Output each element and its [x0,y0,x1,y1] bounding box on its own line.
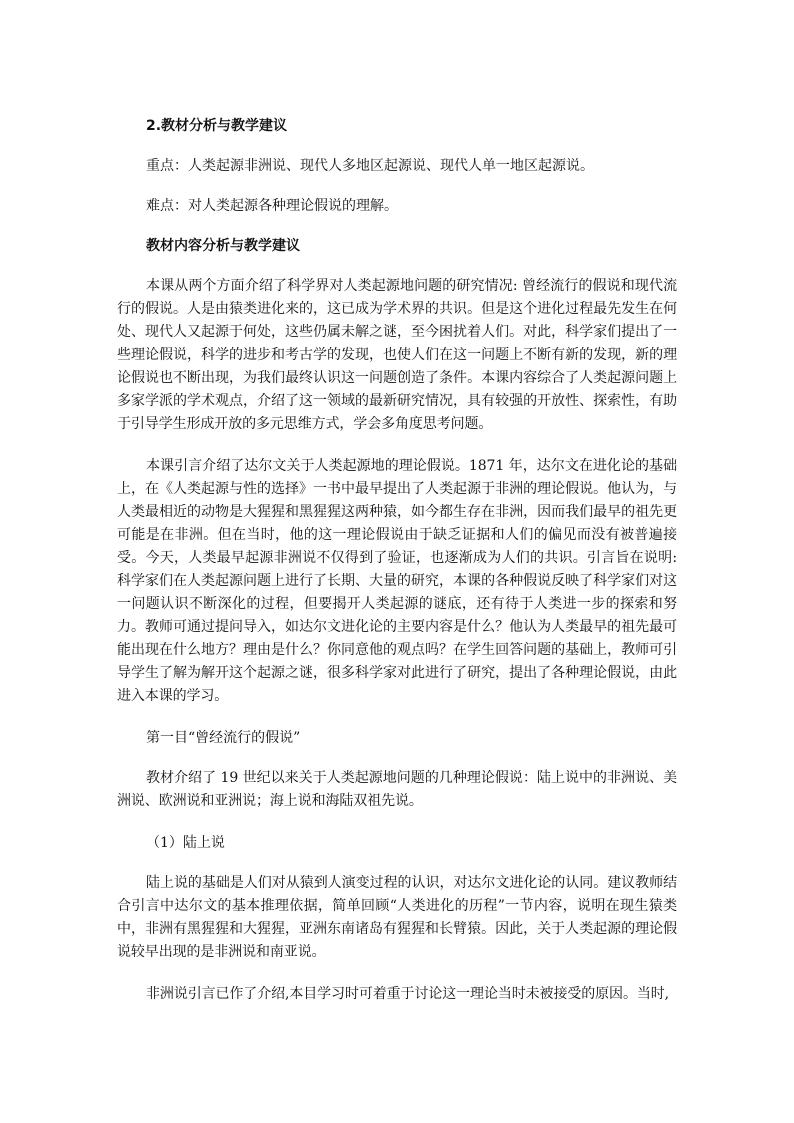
paragraph-africa-theory: 非洲说引言已作了介绍,本目学习时可着重于讨论这一理论当时未被接受的原因。当时, [146,986,669,1002]
subheading: 教材内容分析与教学建议 [146,238,300,254]
item-heading-1: 第一目“曾经流行的假说” [146,730,301,746]
focus-line: 重点：人类起源非洲说、现代人多地区起源说、现代人单一地区起源说。 [146,158,594,174]
difficulty-line: 难点：对人类起源各种理论假说的理解。 [146,198,398,214]
paragraph-darwin: 本课引言介绍了达尔文关于人类起源地的理论假说。1871 年，达尔文在进化论的基础上，在《人类起源与性的选择》一书中最早提出了人类起源于非洲的理论假说。他认为，与人类最相近的动物是大猩猩和黑猩猩这两种猿，如今都生存在非洲，因而我们最早的祖先更可能是在非洲。但在当时，他的这一理论假说由于缺乏证据和人们的偏见而没有被普遍接受。今天，人类最早起源非洲说不仅得到了验证，也逐渐成为人们的共识。引言旨在说明: 科学家们在人类起源问题上进行了长期、大量的研究，本课的各种假说反映了科学家们对这一问题认识不断深化的过程，但要揭开人类起源的谜底，还有待于人类进一步的探索和努力。教师可通过提问导入，如达尔文进化论的主要内容是什么？他认为人类最早的祖先最可能出现在什么地方？理由是什么？你同意他的观点吗？在学生回答问题的基础上，教师可引导学生了解为解开这个起源之谜，很多科学家对此进行了研究，提出了各种理论假说，由此进入本课的学习。 [117,458,677,704]
document-body [117,115,677,1025]
paragraph-hypotheses: 教材介绍了 19 世纪以来关于人类起源地问题的几种理论假说：陆上说中的非洲说、美洲说、欧洲说和亚洲说；海上说和海陆双祖先说。 [117,770,677,809]
paragraph-intro: 本课从两个方面介绍了科学界对人类起源地问题的研究情况: 曾经流行的假说和现代流行的假说。人是由猿类进化来的，这已成为学术界的共识。但是这个进化过程最先发生在何处、现代人又起源于何处，这些仍属未解之谜，至今困扰着人们。对此，科学家们提出了一些理论假说，科学的进步和考古学的发现，也使人们在这一问题上不断有新的发现，新的理论假说也不断出现，为我们最终认识这一问题创造了条件。本课内容综合了人类起源问题上多家学派的学术观点，介绍了这一领域的最新研究情况，具有较强的开放性、探索性，有助于引导学生形成开放的多元思维方式，学会多角度思考问题。 [117,278,677,432]
section-heading: 2.教材分析与教学建议 [146,118,288,134]
paragraph-land-theory: 陆上说的基础是人们对从猿到人演变过程的认识，对达尔文进化论的认同。建议教师结合引言中达尔文的基本推理依据，简单回顾“人类进化的历程”一节内容，说明在现生猿类中，非洲有黑猩猩和大猩猩，亚洲东南诸岛有猩猩和长臂猿。因此，关于人类起源的理论假说较早出现的是非洲说和南亚说。 [117,875,677,960]
sub-heading-land: （1）陆上说 [146,835,225,851]
